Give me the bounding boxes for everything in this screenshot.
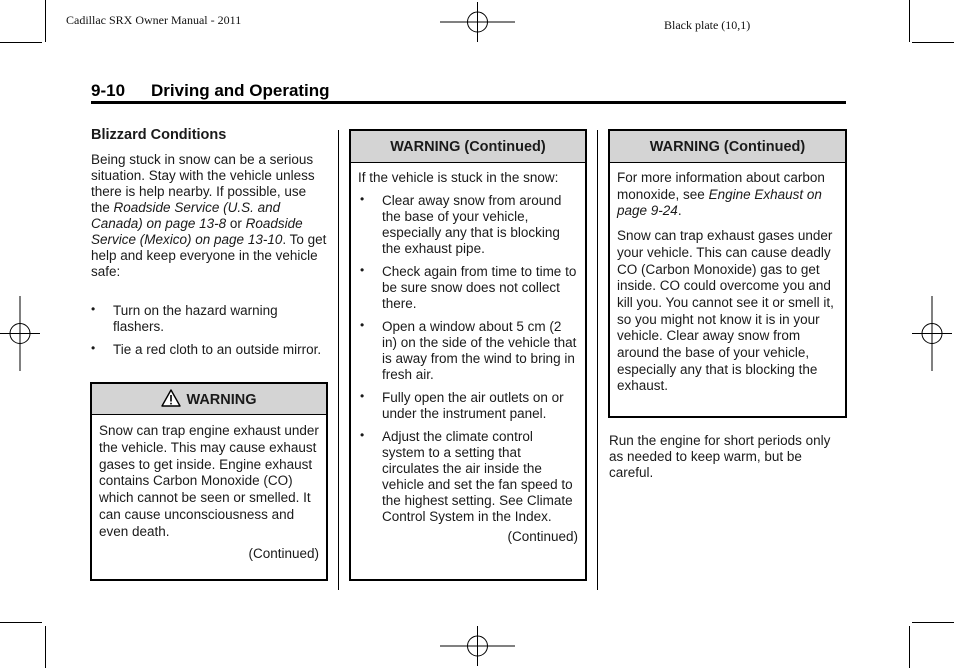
print-header-right: Black plate (10,1) — [664, 18, 751, 32]
section-title: Driving and Operating — [151, 81, 330, 100]
page-title — [91, 81, 330, 101]
bullet-list — [360, 193, 578, 525]
closing-paragraph: Run the engine for short periods only as needed to keep warm, but be careful. — [609, 433, 831, 480]
cross-reference-link[interactable]: Roadside Service (U.S. and Canada) on page 13-8 — [91, 200, 281, 231]
crop-mark — [0, 622, 42, 623]
warning-header — [92, 384, 326, 415]
continued-label: (Continued) — [507, 529, 578, 544]
column-divider — [597, 130, 598, 590]
registration-target-icon — [0, 296, 40, 371]
warning-text — [617, 170, 838, 220]
crop-mark — [909, 626, 910, 668]
warning-header: WARNING (Continued) — [351, 131, 585, 163]
intro-text: . To get help and keep everyone in the vehicle safe: — [91, 232, 327, 279]
registration-target-icon — [440, 626, 515, 666]
crop-mark — [909, 0, 910, 42]
list-item: • Clear away snow from around the base of your vehicle, especially any that is blocking the exhaust pipe. — [360, 193, 578, 257]
warning-box — [90, 382, 328, 581]
warning-intro: If the vehicle is stuck in the snow: — [358, 170, 559, 185]
crop-mark — [45, 626, 46, 668]
list-item: • Tie a red cloth to an outside mirror. — [91, 342, 327, 358]
column-divider — [338, 130, 339, 590]
title-rule — [91, 101, 846, 104]
warning-text: Snow can trap engine exhaust under the vehicle. This may cause exhaust gases to get inside. Engine exhaust contains Carbon Monoxide (CO) which cannot be seen or smelled. It can cause unconsciousness and even death. — [99, 423, 319, 539]
registration-target-icon — [440, 2, 515, 42]
warning-box — [608, 129, 847, 418]
continued-label: (Continued) — [248, 545, 319, 561]
intro-text: or — [226, 216, 246, 231]
list-item: • Check again from time to time to be sure snow does not collect there. — [360, 264, 578, 312]
warning-text: Snow can trap exhaust gases under your vehicle. This can cause deadly CO (Carbon Monoxide) gas to get inside. CO could overcome you and kill you. You cannot see it or smell it, so you might not know it is in your vehicle. Clear away snow from around the base of your vehicle, especially any that is blocking the exhaust. — [617, 228, 834, 394]
warning-header: WARNING (Continued) — [610, 131, 845, 163]
warning-text-part: For more information about carbon monoxide, see — [617, 170, 825, 202]
warning-triangle-icon — [161, 389, 181, 407]
crop-mark — [912, 42, 954, 43]
warning-text-part: . — [677, 203, 682, 219]
cross-reference-link[interactable]: Roadside Service (Mexico) on page 13-10 — [91, 216, 303, 247]
cross-reference-link[interactable]: Engine Exhaust on page 9-24 — [617, 186, 822, 219]
print-header-left: Cadillac SRX Owner Manual - 2011 — [66, 13, 242, 27]
warning-title: WARNING — [186, 392, 257, 408]
crop-mark — [0, 42, 42, 43]
list-item: • Open a window about 5 cm (2 in) on the side of the vehicle that is away from the wind to bring in fresh air. — [360, 319, 578, 383]
intro-text: Being stuck in snow can be a serious situation. Stay with the vehicle unless there is help nearby. If possible, use the — [91, 152, 315, 215]
list-item: • Turn on the hazard warning flashers. — [91, 303, 327, 335]
page-number: 9-10 — [91, 81, 126, 100]
crop-mark — [912, 622, 954, 623]
registration-target-icon — [912, 296, 952, 371]
warning-box — [349, 129, 587, 581]
crop-mark — [45, 0, 46, 42]
bullet-list — [91, 303, 327, 365]
section-heading: Blizzard Conditions — [91, 127, 227, 143]
intro-paragraph — [91, 152, 327, 280]
list-item: • Adjust the climate control system to a setting that circulates the air inside the vehicle and set the fan speed to the highest setting. See Climate Control System in the Index. — [360, 429, 578, 525]
list-item: • Fully open the air outlets on or under the instrument panel. — [360, 390, 578, 422]
